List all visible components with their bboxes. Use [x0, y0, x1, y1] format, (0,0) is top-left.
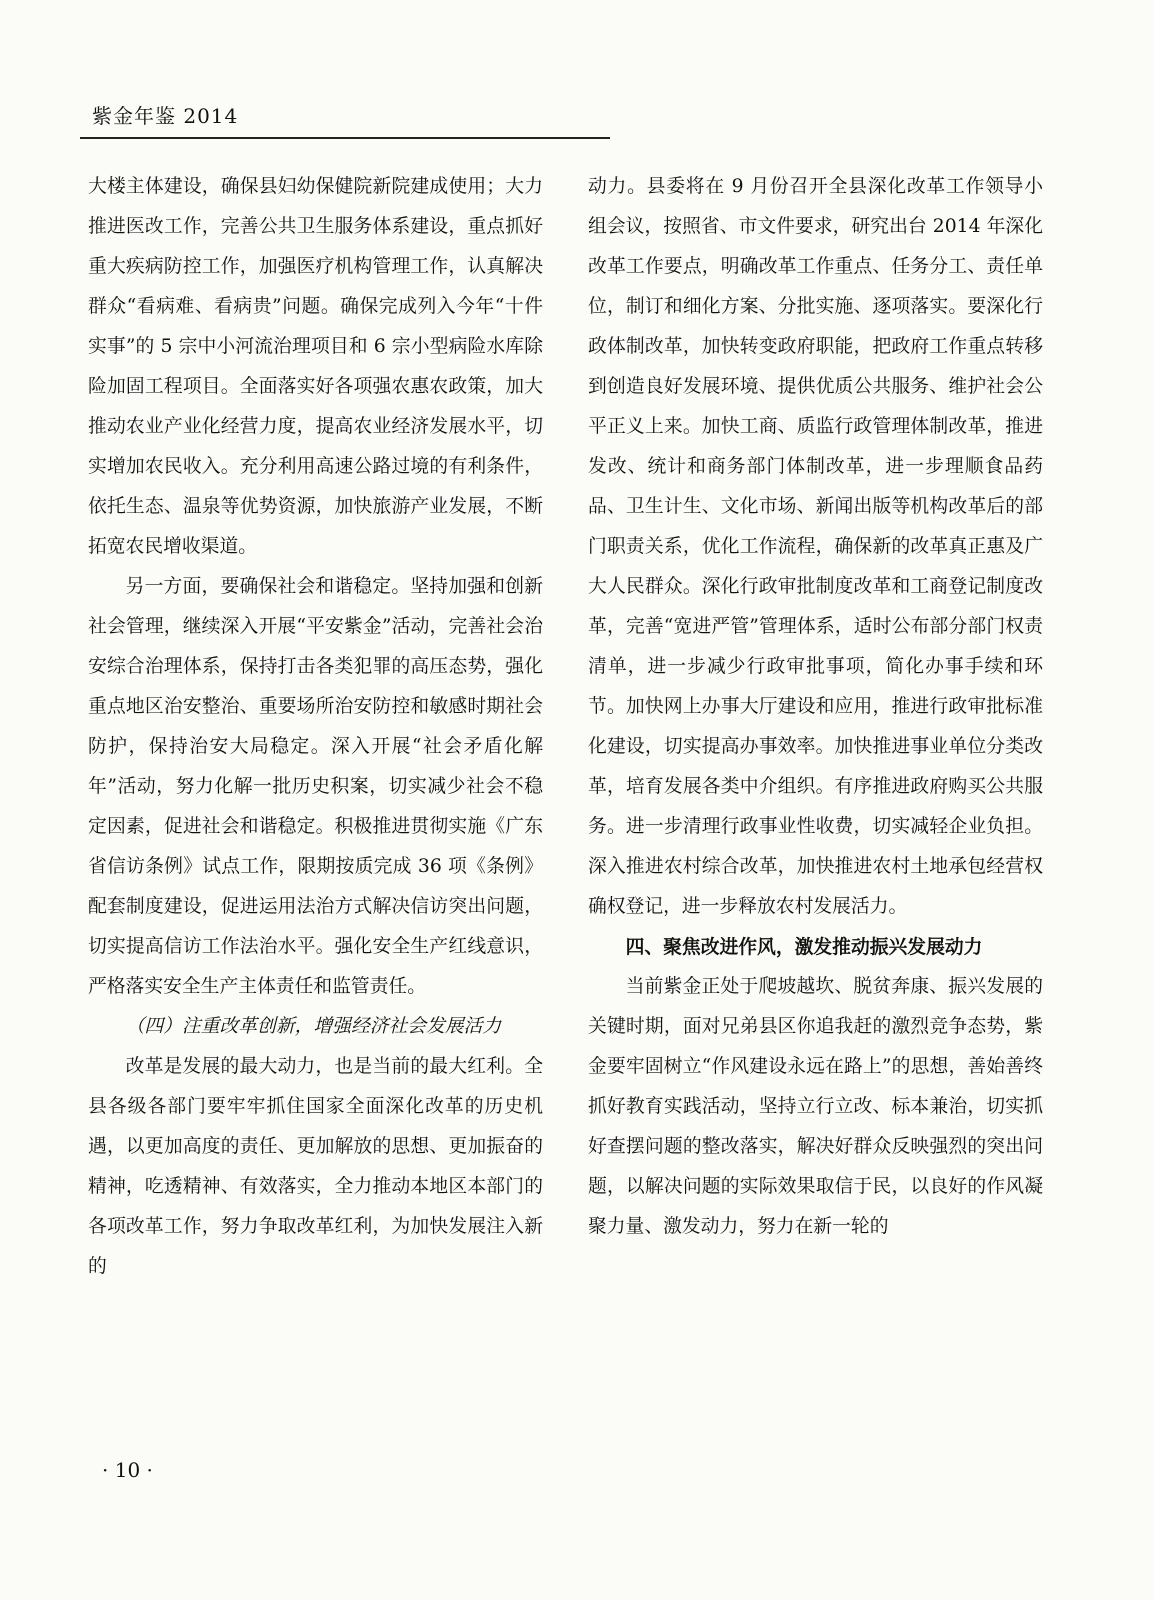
- body-paragraph: 当前紫金正处于爬坡越坎、脱贫奔康、振兴发展的关键时期，面对兄弟县区你追我赶的激烈竞争态势，紫金要牢固树立“作风建设永远在路上”的思想，善始善终抓好教育实践活动，坚持立行立改、标本兼治，切实抓好查摆问题的整改落实，解决好群众反映强烈的突出问题，以解决问题的实际效果取信于民，以良好的作风凝聚力量、激发动力，努力在新一轮的: [588, 976, 1043, 1237]
- section-heading: 四、聚焦改进作风，激发推动振兴发展动力: [625, 936, 983, 958]
- right-column: [588, 167, 1043, 1247]
- body-paragraph: 另一方面，要确保社会和谐稳定。坚持加强和创新社会管理，继续深入开展“平安紫金”活动，完善社会治安综合治理体系，保持打击各类犯罪的高压态势，强化重点地区治安整治、重要场所治安防控和敏感时期社会防护，保持治安大局稳定。深入开展“社会矛盾化解年”活动，努力化解一批历史积案，切实减少社会不稳定因素，促进社会和谐稳定。积极推进贯彻实施《广东省信访条例》试点工作，限期按质完成 36 项《条例》配套制度建设，促进运用法治方式解决信访突出问题，切实提高信访工作法治水平。强化安全生产红线意识，严格落实安全生产主体责任和监管责任。: [88, 576, 543, 997]
- page-number: · 10 ·: [102, 1458, 153, 1482]
- body-paragraph: 改革是发展的最大动力，也是当前的最大红利。全县各级各部门要牢牢抓住国家全面深化改革的历史机遇，以更加高度的责任、更加解放的思想、更加振奋的精神，吃透精神、有效落实，全力推动本地区本部门的各项改革工作，努力争取改革红利，为加快发展注入新的: [88, 1056, 543, 1277]
- subsection-heading: （四）注重改革创新，增强经济社会发展活力: [125, 1016, 502, 1037]
- body-paragraph: 动力。县委将在 9 月份召开全县深化改革工作领导小组会议，按照省、市文件要求，研究出台 2014 年深化改革工作要点，明确改革工作重点、任务分工、责任单位，制订和细化方案、分批实施、逐项落实。要深化行政体制改革，加快转变政府职能，把政府工作重点转移到创造良好发展环境、提供优质公共服务、维护社会公平正义上来。加快工商、质监行政管理体制改革，推进发改、统计和商务部门体制改革，进一步理顺食品药品、卫生计生、文化市场、新闻出版等机构改革后的部门职责关系，优化工作流程，确保新的改革真正惠及广大人民群众。深化行政审批制度改革和工商登记制度改革，完善“宽进严管”管理体系，适时公布部分部门权责清单，进一步减少行政审批事项，简化办事手续和环节。加快网上办事大厅建设和应用，推进行政审批标准化建设，切实提高办事效率。加快推进事业单位分类改革，培育发展各类中介组织。有序推进政府购买公共服务。进一步清理行政事业性收费，切实减轻企业负担。深入推进农村综合改革，加快推进农村土地承包经营权确权登记，进一步释放农村发展活力。: [588, 176, 1043, 917]
- header-rule: [80, 137, 610, 139]
- running-head: 紫金年鉴 2014: [92, 104, 239, 128]
- left-column: [88, 167, 543, 1287]
- body-paragraph: 大楼主体建设，确保县妇幼保健院新院建成使用；大力推进医改工作，完善公共卫生服务体系建设，重点抓好重大疾病防控工作，加强医疗机构管理工作，认真解决群众“看病难、看病贵”问题。确保完成列入今年“十件实事”的 5 宗中小河流治理项目和 6 宗小型病险水库除险加固工程项目。全面落实好各项强农惠农政策，加大推动农业产业化经营力度，提高农业经济发展水平，切实增加农民收入。充分利用高速公路过境的有利条件，依托生态、温泉等优势资源，加快旅游产业发展，不断拓宽农民增收渠道。: [88, 176, 543, 557]
